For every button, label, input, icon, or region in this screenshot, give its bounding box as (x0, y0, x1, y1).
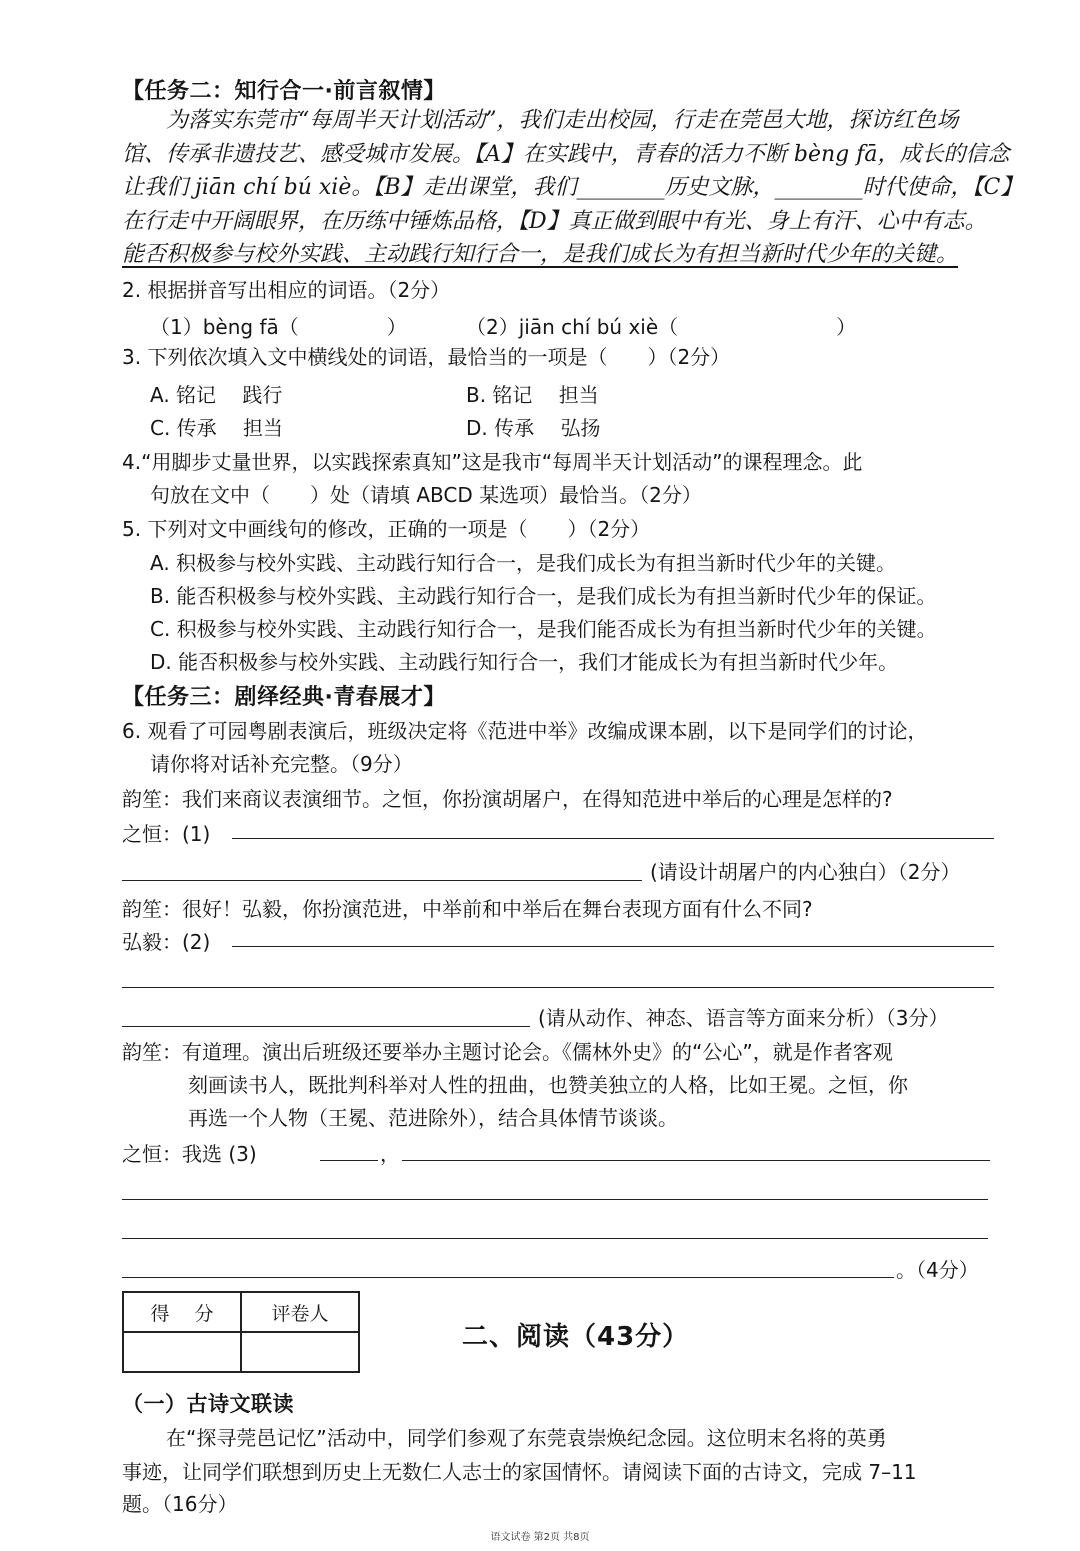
q6-answer3-end: 。（4分） (896, 1258, 979, 1282)
q5-option-d[interactable]: D. 能否积极参与校外实践、主动践行知行合一，我们才能成长为有担当新时代少年。 (150, 650, 899, 674)
score-header: 得 分 (123, 1292, 241, 1332)
q2-part1-end: ） (386, 315, 407, 339)
q6-answer1-line[interactable] (232, 838, 994, 839)
q6-dialogue-3-line1: 韵笙：有道理。演出后班级还要举办主题讨论会。《儒林外史》的“公心”，就是作者客观 (122, 1040, 893, 1064)
passage-line: 馆、传承非遗技艺、感受城市发展。【A】在实践中，青春的活力不断 bèng fā，成长的信念 (122, 141, 1010, 167)
q6-answer1-note: (请设计胡屠户的内心独白）（2分） (650, 860, 961, 884)
q5-option-a[interactable]: A. 积极参与校外实践、主动践行知行合一，是我们成长为有担当新时代少年的关键。 (150, 551, 897, 575)
q6-dialogue-3-line3: 再选一个人物（王冕、范进除外），结合具体情节谈谈。 (188, 1106, 678, 1130)
grader-cell[interactable] (241, 1332, 359, 1372)
grader-header: 评卷人 (241, 1292, 359, 1332)
q3-stem: 3. 下列依次填入文中横线处的词语，最恰当的一项是（ ）（2分） (122, 345, 731, 369)
q2-part2 (466, 311, 856, 340)
q6-answer3-label: 之恒：我选 (3) (122, 1142, 257, 1166)
q6-line1: 6. 观看了可园粤剧表演后，班级决定将《范进中举》改编成课本剧，以下是同学们的讨论， (122, 719, 928, 743)
q2-part1 (150, 311, 407, 340)
q6-answer3-line[interactable] (122, 1199, 988, 1200)
q6-answer3-comma: ， (380, 1142, 400, 1166)
q6-answer1-label: 之恒：(1) (122, 822, 211, 846)
task3-heading: 【任务三：剧绎经典·青春展才】 (122, 685, 446, 710)
q4-line2: 句放在文中（ ）处（请填 ABCD 某选项）最恰当。（2分） (150, 483, 702, 507)
reading-intro-line2: 事迹，让同学们联想到历史上无数仁人志士的家国情怀。请阅读下面的古诗文，完成 7–11 (122, 1460, 917, 1484)
q3-option-b[interactable]: B. 铭记 担当 (466, 383, 599, 407)
q6-dialogue-3-line2: 刻画读书人，既批判科举对人性的扭曲，也赞美独立的人格，比如王冕。之恒，你 (188, 1073, 908, 1097)
q6-answer1-line[interactable] (122, 880, 642, 881)
page-footer: 语文试卷 第2页 共8页 (490, 1532, 590, 1543)
q6-answer3-line[interactable] (402, 1160, 990, 1161)
passage-line: 让我们 jiān chí bú xiè。【B】走出课堂，我们________历史文脉，________时代使命，【C】 (122, 175, 1023, 200)
passage-line: 在行走中开阔眼界，在历练中锤炼品格，【D】真正做到眼中有光、身上有汗、心中有志。 (122, 208, 987, 234)
passage-line: 为落实东莞市“每周半天计划活动”，我们走出校园，行走在莞邑大地，探访红色场 (166, 108, 959, 133)
q2-part2-end: ） (836, 315, 857, 339)
reading-subheading: （一）古诗文联读 (122, 1392, 294, 1416)
q6-answer2-label: 弘毅：(2) (122, 930, 211, 954)
q6-dialogue-2: 韵笙：很好！弘毅，你扮演范进，中举前和中举后在舞台表现方面有什么不同? (122, 897, 813, 921)
passage-underlined-sentence: 能否积极参与校外实践、主动践行知行合一，是我们成长为有担当新时代少年的关键。 (122, 242, 959, 267)
q6-answer2-note: (请从动作、神态、语言等方面来分析）（3分） (538, 1006, 949, 1030)
score-cell[interactable] (123, 1332, 241, 1372)
q6-answer3-line[interactable] (122, 1238, 988, 1239)
q5-option-c[interactable]: C. 积极参与校外实践、主动践行知行合一，是我们能否成长为有担当新时代少年的关键。 (150, 617, 937, 641)
q6-answer3-line[interactable] (122, 1277, 894, 1278)
q2-stem: 2. 根据拼音写出相应的词语。（2分） (122, 278, 451, 302)
q6-answer2-line[interactable] (122, 1026, 530, 1027)
reading-intro-line3: 题。（16分） (122, 1492, 238, 1516)
reading-intro-line1: 在“探寻莞邑记忆”活动中，同学们参观了东莞袁崇焕纪念园。这位明末名将的英勇 (166, 1426, 887, 1450)
q3-option-a[interactable]: A. 铭记 践行 (150, 383, 283, 407)
q2-part2-label: （2）jiān chí bú xiè（ (466, 315, 679, 339)
q6-dialogue-1: 韵笙：我们来商议表演细节。之恒，你扮演胡屠户，在得知范进中举后的心理是怎样的? (122, 787, 893, 811)
q6-answer2-line[interactable] (122, 987, 994, 988)
task2-heading: 【任务二：知行合一·前言叙情】 (122, 79, 446, 104)
q4-line1: 4.“用脚步丈量世界，以实践探索真知”这是我市“每周半天计划活动”的课程理念。此 (122, 450, 863, 474)
score-table (122, 1291, 360, 1373)
q6-answer2-line[interactable] (232, 946, 994, 947)
q5-stem: 5. 下列对文中画线句的修改，正确的一项是（ ）（2分） (122, 517, 651, 541)
q3-option-c[interactable]: C. 传承 担当 (150, 416, 284, 440)
q2-part1-label: （1）bèng fā（ (150, 315, 299, 339)
task2-passage (122, 104, 1022, 272)
q3-option-d[interactable]: D. 传承 弘扬 (466, 416, 601, 440)
q5-option-b[interactable]: B. 能否积极参与校外实践、主动践行知行合一，是我们成长为有担当新时代少年的保证。 (150, 584, 937, 608)
q6-line2: 请你将对话补充完整。（9分） (150, 752, 413, 776)
reading-section-heading: 二、阅读（43分） (462, 1322, 690, 1352)
q6-answer3-character-blank[interactable] (320, 1160, 378, 1161)
